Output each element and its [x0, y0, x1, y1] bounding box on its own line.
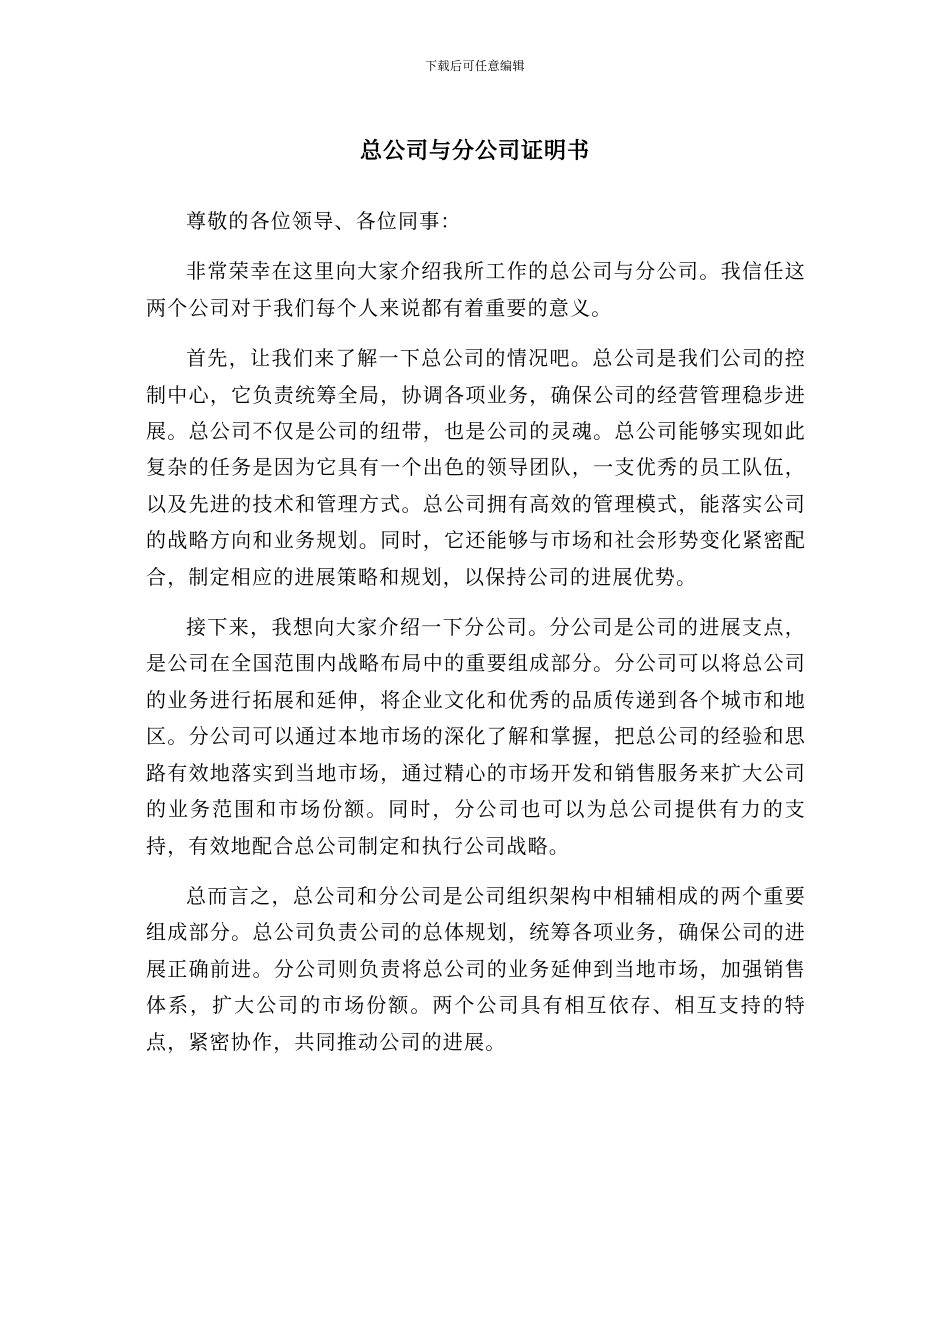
- paragraph-conclusion: 总而言之，总公司和分公司是公司组织架构中相辅相成的两个重要组成部分。总公司负责公司的总体规划，统筹各项业务，确保公司的进展正确前进。分公司则负责将总公司的业务延伸到当地市场，加强销售体系，扩大公司的市场份额。两个公司具有相互依存、相互支持的特点，紧密协作，共同推动公司的进展。: [146, 883, 806, 1054]
- document-title: 总公司与分公司证明书: [359, 139, 590, 164]
- paragraph-branch-office: 接下来，我想向大家介绍一下分公司。分公司是公司的进展支点，是公司在全国范围内战略布局中的重要组成部分。分公司可以将总公司的业务进行拓展和延伸，将企业文化和优秀的品质传递到各个城市和地区。分公司可以通过本地市场的深化了解和掌握，把总公司的经验和思路有效地落实到当地市场，通过精心的市场开发和销售服务来扩大公司的业务范围和市场份额。同时，分公司也可以为总公司提供有力的支持，有效地配合总公司制定和执行公司战略。: [146, 615, 806, 858]
- header-note: 下载后可任意编辑: [424, 59, 525, 73]
- paragraph-head-office: 首先，让我们来了解一下总公司的情况吧。总公司是我们公司的控制中心，它负责统筹全局，协调各项业务，确保公司的经营管理稳步进展。总公司不仅是公司的纽带，也是公司的灵魂。总公司能够实现如此复杂的任务是因为它具有一个出色的领导团队，一支优秀的员工队伍，以及先进的技术和管理方式。总公司拥有高效的管理模式，能落实公司的战略方向和业务规划。同时，它还能够与市场和社会形势变化紧密配合，制定相应的进展策略和规划，以保持公司的进展优势。: [146, 346, 806, 589]
- document-body: [146, 203, 806, 1074]
- paragraph-intro: 非常荣幸在这里向大家介绍我所工作的总公司与分公司。我信任这两个公司对于我们每个人来说都有着重要的意义。: [146, 259, 806, 320]
- paragraph-salutation: 尊敬的各位领导、各位同事：: [186, 209, 462, 233]
